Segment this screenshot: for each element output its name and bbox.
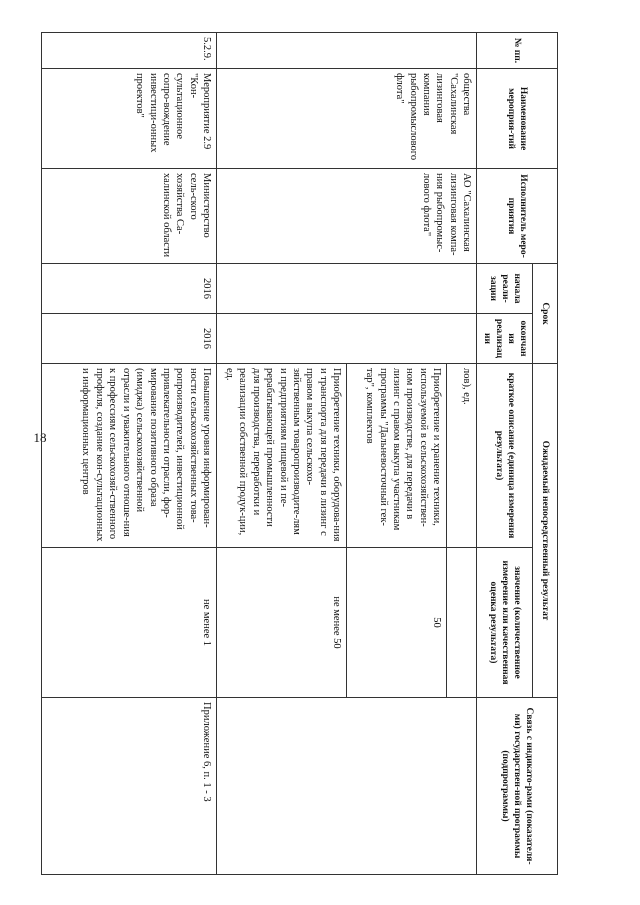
result-value: не менее 1 (42, 548, 217, 698)
header-executor: Исполнитель меро-приятия (477, 169, 558, 264)
row-link (217, 698, 477, 875)
header-result: Ожидаемый непосредственный результат (533, 364, 558, 698)
result-desc: Приобретение техники, оборудова-ния и транспорта для передачи в лизинг с правом выкупа сельскохо-зяйственным товаропроизводите-лям и предприятиям пищевой и пе-рерабатывающей промышленности для производства, переработки и реализации собственной продук-ции, ед. (217, 364, 347, 548)
result-value: 50 (347, 548, 447, 698)
row-end (217, 314, 477, 364)
result-value: не менее 50 (217, 548, 347, 698)
row-num (217, 33, 477, 69)
result-desc: Повышение уровня информирован-ности сельскохозяйственных това-ропроизводителей, инвестиционной привлекательности отрасли, фор-мирование позитивного образа (имиджа) сельскохозяйственной отрасли и уважительного отноше-ния к профессиям сельскохозяй-ственного профиля, создание кон-сультационных и информационных центров (42, 364, 217, 548)
row-end: 2016 (42, 314, 217, 364)
header-row-top (533, 33, 558, 875)
row-executor: Министерство сель-ского хозяйства Са-халинской области (42, 169, 217, 264)
header-link: Связь с индикато-рами (показателя-ми) государствен-ной программы (подпрограммы) (477, 698, 558, 875)
row-link: Приложение 6, п. 1 - 3 (42, 698, 217, 875)
table-row (42, 33, 217, 875)
header-num: № пп. (477, 33, 558, 69)
result-desc: Приобретение и хранение техники, используемой в сельскохозяйствен-ном производстве, для передачи в лизинг с правом выкупа участникам программы "Дальневосточный гек-тар", комплектов (347, 364, 447, 548)
row-executor: АО "Сахалинская лизинговая компа-ния рыбопромыс-лового флота" (217, 169, 477, 264)
header-term-end: окончания реализации (477, 314, 533, 364)
row-name: общества "Сахалинская лизинговая компания рыбопромыслового флота" (217, 69, 477, 169)
row-start (217, 264, 477, 314)
row-start: 2016 (42, 264, 217, 314)
header-result-desc: краткое описание (единица измерения результата) (477, 364, 533, 548)
header-name: Наименование мероприя-тий (477, 69, 558, 169)
measures-table (41, 32, 558, 875)
header-term: Срок (533, 264, 558, 364)
page-number: 18 (33, 430, 47, 445)
table-row (447, 33, 477, 875)
header-result-value: значение (количественное измерение или качественная оценка результата) (477, 548, 533, 698)
row-num: 5.2.9. (42, 33, 217, 69)
result-desc: лов), ед. (447, 364, 477, 548)
row-name: Мероприятие 2.9 "Кон-сультационное сопро-вождение инвестици-онных проектов" (42, 69, 217, 169)
result-value (447, 548, 477, 698)
header-term-start: начала реали-зации (477, 264, 533, 314)
